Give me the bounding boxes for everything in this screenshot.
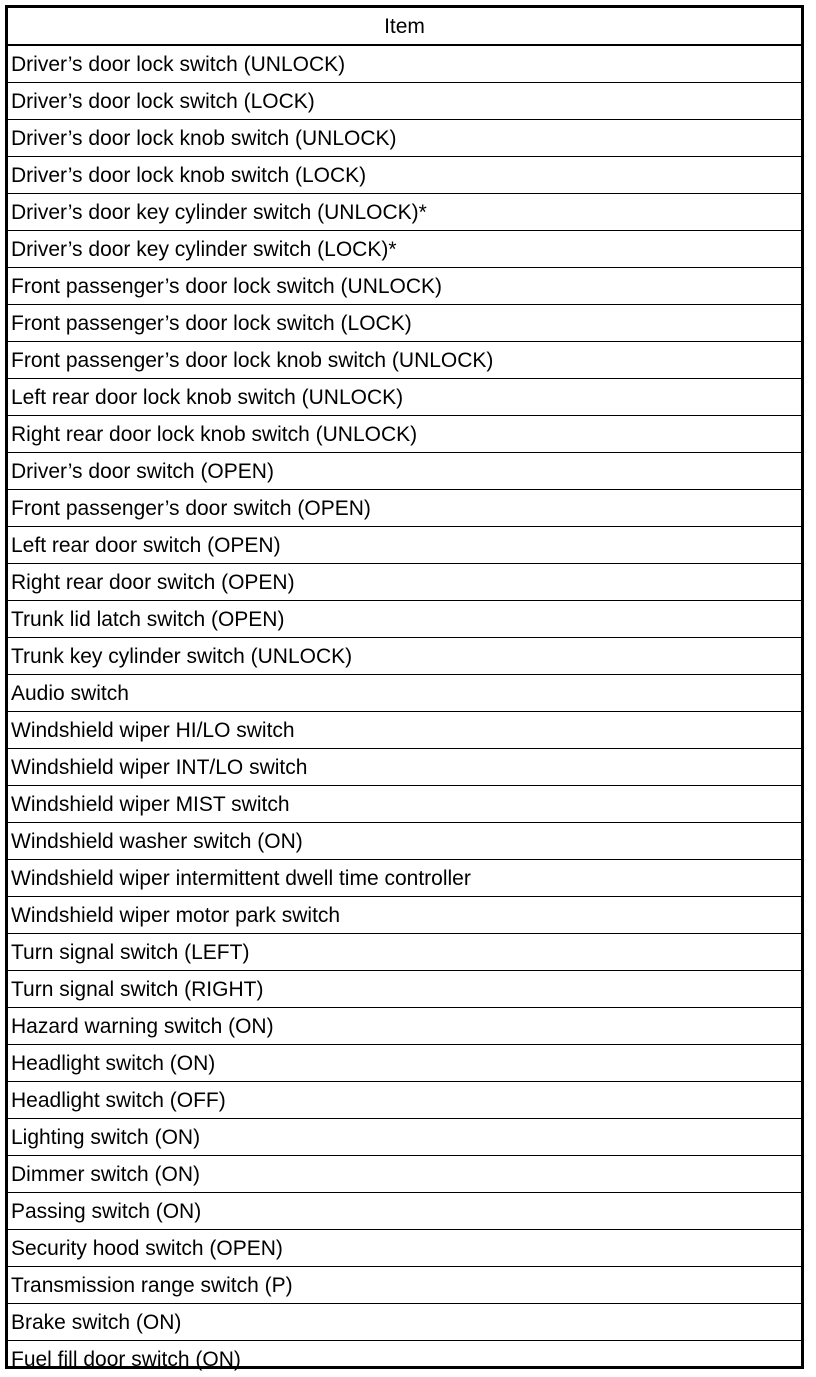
table-row — [8, 1230, 801, 1267]
table-row — [8, 1008, 801, 1045]
item-cell: Security hood switch (OPEN) — [8, 1230, 801, 1267]
item-cell: Passing switch (ON) — [8, 1193, 801, 1230]
table-row — [8, 897, 801, 934]
item-cell: Right rear door switch (OPEN) — [8, 564, 801, 601]
table-row — [8, 1082, 801, 1119]
table-row — [8, 194, 801, 231]
item-cell: Windshield washer switch (ON) — [8, 823, 801, 860]
table-row — [8, 231, 801, 268]
table-row — [8, 1156, 801, 1193]
item-cell: Fuel fill door switch (ON) — [8, 1341, 801, 1377]
item-cell: Driver’s door lock knob switch (LOCK) — [8, 157, 801, 194]
table-row — [8, 564, 801, 601]
item-cell: Windshield wiper intermittent dwell time controller — [8, 860, 801, 897]
table-row — [8, 342, 801, 379]
item-cell: Transmission range switch (P) — [8, 1267, 801, 1304]
table-row — [8, 934, 801, 971]
item-cell: Front passenger’s door lock knob switch (UNLOCK) — [8, 342, 801, 379]
table-row — [8, 490, 801, 527]
table-row — [8, 305, 801, 342]
item-column-header: Item — [8, 8, 801, 45]
table-row — [8, 712, 801, 749]
table-row — [8, 120, 801, 157]
item-cell: Trunk key cylinder switch (UNLOCK) — [8, 638, 801, 675]
item-cell: Windshield wiper MIST switch — [8, 786, 801, 823]
item-cell: Headlight switch (OFF) — [8, 1082, 801, 1119]
table-row — [8, 823, 801, 860]
item-cell: Front passenger’s door switch (OPEN) — [8, 490, 801, 527]
table-row — [8, 638, 801, 675]
table-row — [8, 1119, 801, 1156]
item-cell: Front passenger’s door lock switch (UNLOCK) — [8, 268, 801, 305]
table-row — [8, 1267, 801, 1304]
item-cell: Driver’s door switch (OPEN) — [8, 453, 801, 490]
item-cell: Windshield wiper motor park switch — [8, 897, 801, 934]
table-row — [8, 971, 801, 1008]
table-row — [8, 1304, 801, 1341]
table-row — [8, 675, 801, 712]
table-row — [8, 416, 801, 453]
item-cell: Audio switch — [8, 675, 801, 712]
table-body — [8, 45, 801, 1377]
item-cell: Headlight switch (ON) — [8, 1045, 801, 1082]
item-cell: Driver’s door lock switch (UNLOCK) — [8, 45, 801, 83]
table-row — [8, 268, 801, 305]
table-row — [8, 601, 801, 638]
table-row — [8, 527, 801, 564]
item-cell: Left rear door lock knob switch (UNLOCK) — [8, 379, 801, 416]
table-row — [8, 157, 801, 194]
item-cell: Driver’s door key cylinder switch (LOCK)* — [8, 231, 801, 268]
table-row — [8, 860, 801, 897]
item-cell: Driver’s door key cylinder switch (UNLOCK)* — [8, 194, 801, 231]
item-cell: Dimmer switch (ON) — [8, 1156, 801, 1193]
item-table-frame — [5, 5, 804, 1369]
table-row — [8, 45, 801, 83]
item-cell: Lighting switch (ON) — [8, 1119, 801, 1156]
item-table — [8, 8, 801, 1377]
item-cell: Turn signal switch (RIGHT) — [8, 971, 801, 1008]
table-row — [8, 83, 801, 120]
table-row — [8, 749, 801, 786]
table-row — [8, 1193, 801, 1230]
table-row — [8, 1341, 801, 1377]
item-cell: Windshield wiper HI/LO switch — [8, 712, 801, 749]
table-row — [8, 1045, 801, 1082]
table-row — [8, 379, 801, 416]
item-cell: Brake switch (ON) — [8, 1304, 801, 1341]
table-row — [8, 453, 801, 490]
item-cell: Left rear door switch (OPEN) — [8, 527, 801, 564]
item-cell: Driver’s door lock switch (LOCK) — [8, 83, 801, 120]
item-cell: Windshield wiper INT/LO switch — [8, 749, 801, 786]
item-cell: Trunk lid latch switch (OPEN) — [8, 601, 801, 638]
item-cell: Right rear door lock knob switch (UNLOCK) — [8, 416, 801, 453]
item-cell: Hazard warning switch (ON) — [8, 1008, 801, 1045]
item-cell: Turn signal switch (LEFT) — [8, 934, 801, 971]
table-header-row — [8, 8, 801, 45]
item-cell: Driver’s door lock knob switch (UNLOCK) — [8, 120, 801, 157]
item-cell: Front passenger’s door lock switch (LOCK) — [8, 305, 801, 342]
table-row — [8, 786, 801, 823]
